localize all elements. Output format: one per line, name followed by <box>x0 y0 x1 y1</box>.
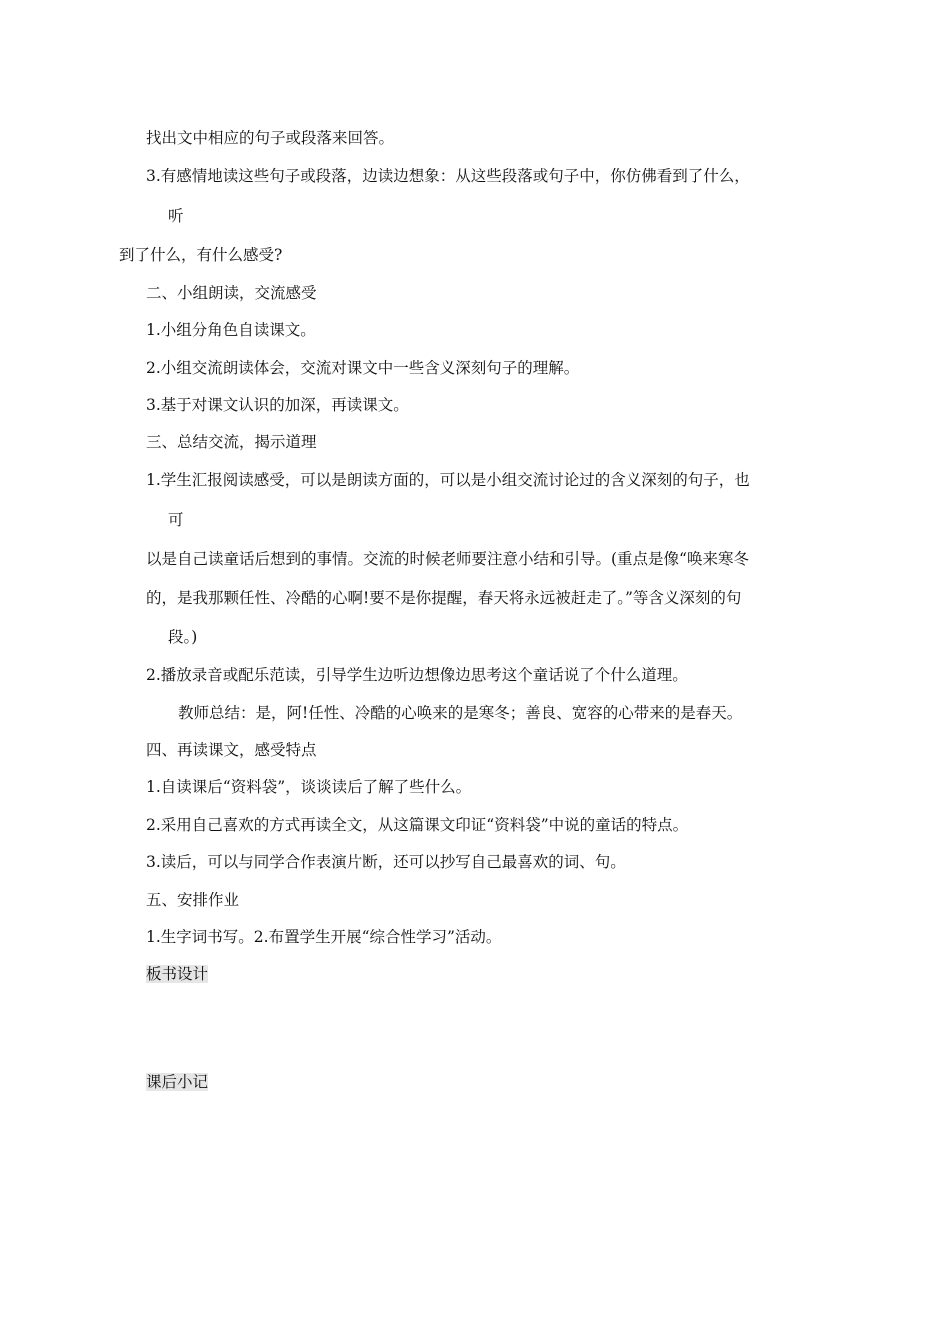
section-heading: 二、小组朗读，交流感受 <box>146 284 317 302</box>
text-line: 的，是我那颗任性、冷酷的心啊!要不是你提醒，春天将永远被赶走了。”等含义深刻的句 <box>146 589 742 607</box>
text-line: 3.读后，可以与同学合作表演片断，还可以抄写自己最喜欢的词、句。 <box>146 853 626 871</box>
text-line: 到了什么，有什么感受? <box>119 246 283 264</box>
text-line: 2.播放录音或配乐范读，引导学生边听边想像边思考这个童话说了个什么道理。 <box>146 666 688 684</box>
section-heading: 五、安排作业 <box>146 891 240 909</box>
after-class-notes-heading <box>146 1072 208 1092</box>
text-line: 1.自读课后“资料袋”，谈谈读后了解了些什么。 <box>146 778 472 796</box>
after-class-notes-label: 课后小记 <box>146 1073 209 1091</box>
text-line: 2.采用自己喜欢的方式再读全文，从这篇课文印证“资料袋”中说的童话的特点。 <box>146 816 689 834</box>
board-design-heading <box>146 964 208 984</box>
text-line: 2.小组交流朗读体会，交流对课文中一些含义深刻句子的理解。 <box>146 359 580 377</box>
text-line: 3.有感情地读这些句子或段落，边读边想象：从这些段落或句子中，你仿佛看到了什么， <box>146 167 750 185</box>
text-line: 听 <box>168 207 184 225</box>
text-line: 找出文中相应的句子或段落来回答。 <box>146 129 395 147</box>
text-line: 教师总结：是，阿!任性、冷酷的心唤来的是寒冬；善良、宽容的心带来的是春天。 <box>178 704 743 722</box>
section-heading: 三、总结交流，揭示道理 <box>146 433 317 451</box>
text-line: 段。) <box>168 628 198 646</box>
text-line: 3.基于对课文认识的加深，再读课文。 <box>146 396 409 414</box>
text-line: 1.学生汇报阅读感受，可以是朗读方面的，可以是小组交流讨论过的含义深刻的句子，也 <box>146 471 750 489</box>
text-line: 1.小组分角色自读课文。 <box>146 321 316 339</box>
section-heading: 四、再读课文，感受特点 <box>146 741 317 759</box>
board-design-label: 板书设计 <box>146 965 209 983</box>
text-line: 以是自己读童话后想到的事情。交流的时候老师要注意小结和引导。(重点是像“唤来寒冬 <box>146 550 749 568</box>
text-line: 可 <box>168 511 184 529</box>
text-line: 1.生字词书写。2.布置学生开展“综合性学习”活动。 <box>146 928 502 946</box>
